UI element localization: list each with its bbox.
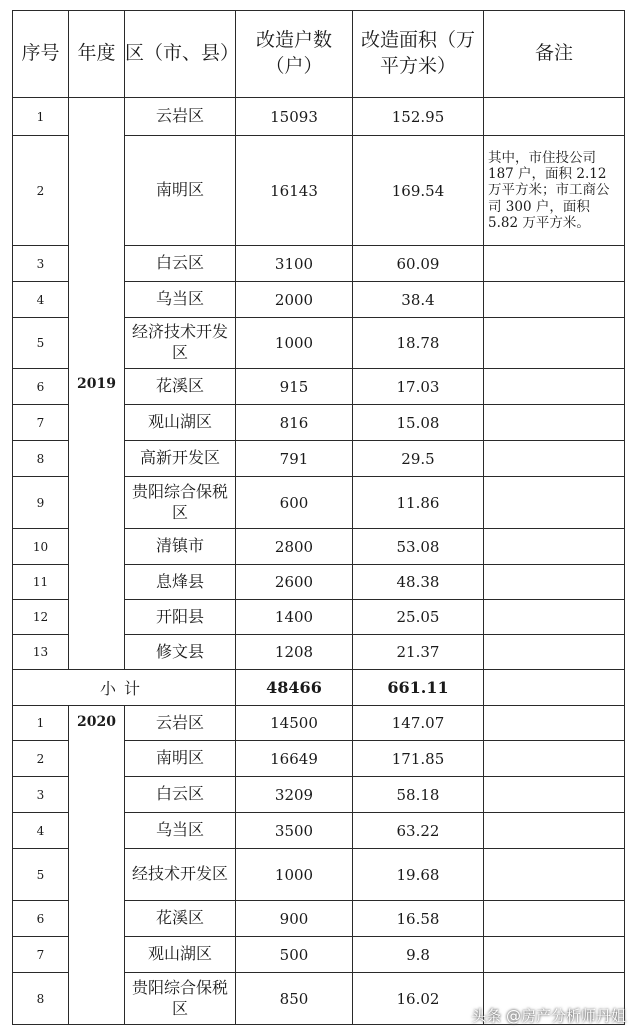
header-no: 序号 (13, 11, 69, 98)
renovation-table (12, 10, 625, 1025)
row-note (484, 937, 625, 973)
header-households: 改造户数（户） (236, 11, 353, 98)
row-district: 南明区 (125, 741, 236, 777)
header-note: 备注 (484, 11, 625, 98)
row-households: 3500 (236, 813, 353, 849)
row-district: 南明区 (125, 136, 236, 246)
row-no: 7 (13, 937, 69, 973)
row-note (484, 318, 625, 369)
row-no: 5 (13, 318, 69, 369)
row-area: 11.86 (353, 477, 484, 529)
row-area: 16.58 (353, 901, 484, 937)
row-households: 1400 (236, 600, 353, 635)
row-households: 16143 (236, 136, 353, 246)
row-no: 2 (13, 136, 69, 246)
row-area: 60.09 (353, 246, 484, 282)
row-no: 12 (13, 600, 69, 635)
row-area: 9.8 (353, 937, 484, 973)
row-district: 息烽县 (125, 565, 236, 600)
row-area: 53.08 (353, 529, 484, 565)
row-households: 791 (236, 441, 353, 477)
row-households: 600 (236, 477, 353, 529)
row-note (484, 477, 625, 529)
row-households: 2600 (236, 565, 353, 600)
row-district: 观山湖区 (125, 937, 236, 973)
subtotal-row (13, 670, 625, 706)
row-area: 147.07 (353, 706, 484, 741)
row-district: 花溪区 (125, 369, 236, 405)
row-households: 1208 (236, 635, 353, 670)
row-district: 经技术开发区 (125, 849, 236, 901)
row-no: 6 (13, 369, 69, 405)
row-district: 乌当区 (125, 282, 236, 318)
row-households: 816 (236, 405, 353, 441)
row-area: 19.68 (353, 849, 484, 901)
header-year: 年度 (69, 11, 125, 98)
row-households: 3209 (236, 777, 353, 813)
row-no: 3 (13, 246, 69, 282)
row-district: 云岩区 (125, 706, 236, 741)
row-note (484, 600, 625, 635)
row-note (484, 741, 625, 777)
row-district: 高新开发区 (125, 441, 236, 477)
row-households: 2800 (236, 529, 353, 565)
row-note (484, 777, 625, 813)
row-households: 16649 (236, 741, 353, 777)
row-no: 5 (13, 849, 69, 901)
row-district: 开阳县 (125, 600, 236, 635)
row-note (484, 441, 625, 477)
row-note (484, 405, 625, 441)
row-area: 16.02 (353, 973, 484, 1025)
row-area: 18.78 (353, 318, 484, 369)
row-district: 修文县 (125, 635, 236, 670)
row-households: 1000 (236, 849, 353, 901)
row-note (484, 813, 625, 849)
year-2019-cell: 2019 (69, 98, 125, 670)
row-note (484, 901, 625, 937)
row-note (484, 529, 625, 565)
row-area: 171.85 (353, 741, 484, 777)
header-area: 改造面积（万平方米） (353, 11, 484, 98)
row-no: 4 (13, 282, 69, 318)
row-note (484, 635, 625, 670)
row-note (484, 98, 625, 136)
row-district: 白云区 (125, 246, 236, 282)
row-district: 白云区 (125, 777, 236, 813)
row-note (484, 849, 625, 901)
row-note (484, 706, 625, 741)
row-no: 8 (13, 973, 69, 1025)
row-note: 其中，市住投公司 187 户，面积 2.12 万平方米；市工商公司 300 户，面积 5.82 万平方米。 (484, 136, 625, 246)
subtotal-note (484, 670, 625, 706)
row-area: 48.38 (353, 565, 484, 600)
header-district: 区（市、县） (125, 11, 236, 98)
row-households: 14500 (236, 706, 353, 741)
row-note (484, 565, 625, 600)
row-area: 63.22 (353, 813, 484, 849)
row-households: 2000 (236, 282, 353, 318)
row-no: 9 (13, 477, 69, 529)
row-district: 经济技术开发区 (125, 318, 236, 369)
subtotal-label: 小计 (13, 670, 236, 706)
row-district: 花溪区 (125, 901, 236, 937)
row-area: 38.4 (353, 282, 484, 318)
row-no: 4 (13, 813, 69, 849)
row-area: 15.08 (353, 405, 484, 441)
row-district: 贵阳综合保税区 (125, 973, 236, 1025)
row-households: 500 (236, 937, 353, 973)
row-area: 17.03 (353, 369, 484, 405)
row-no: 6 (13, 901, 69, 937)
row-households: 850 (236, 973, 353, 1025)
row-no: 7 (13, 405, 69, 441)
row-no: 2 (13, 741, 69, 777)
row-households: 915 (236, 369, 353, 405)
row-note (484, 282, 625, 318)
row-no: 3 (13, 777, 69, 813)
row-note (484, 246, 625, 282)
row-no: 8 (13, 441, 69, 477)
row-note (484, 369, 625, 405)
row-district: 贵阳综合保税区 (125, 477, 236, 529)
row-district: 观山湖区 (125, 405, 236, 441)
row-households: 15093 (236, 98, 353, 136)
watermark-text: 头条 @房产分析师丹姐 (471, 1007, 626, 1025)
table-header (13, 11, 625, 98)
row-area: 29.5 (353, 441, 484, 477)
year-2020-cell: 2020 (69, 706, 125, 1025)
row-area: 25.05 (353, 600, 484, 635)
row-area: 58.18 (353, 777, 484, 813)
row-area: 169.54 (353, 136, 484, 246)
row-area: 21.37 (353, 635, 484, 670)
row-no: 10 (13, 529, 69, 565)
row-households: 3100 (236, 246, 353, 282)
table-row (13, 706, 625, 741)
row-no: 1 (13, 706, 69, 741)
table-row (13, 98, 625, 136)
row-area: 152.95 (353, 98, 484, 136)
row-households: 900 (236, 901, 353, 937)
row-district: 清镇市 (125, 529, 236, 565)
row-district: 云岩区 (125, 98, 236, 136)
subtotal-households: 48466 (236, 670, 353, 706)
row-district: 乌当区 (125, 813, 236, 849)
row-households: 1000 (236, 318, 353, 369)
subtotal-area: 661.11 (353, 670, 484, 706)
row-no: 1 (13, 98, 69, 136)
row-no: 11 (13, 565, 69, 600)
row-no: 13 (13, 635, 69, 670)
